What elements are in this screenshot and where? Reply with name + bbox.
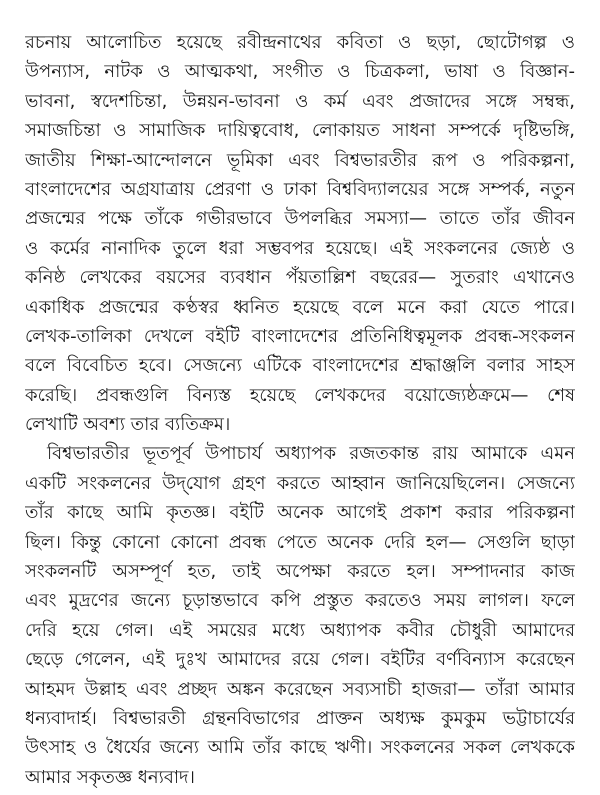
text-line: কনিষ্ঠ লেখকের বয়সের ব্যবধান পঁয়তাল্লিশ বছরের— সুতরাং এখানেও bbox=[25, 267, 575, 289]
document-page bbox=[25, 28, 575, 792]
text-line: সমাজচিন্তা ও সামাজিক দায়িত্ববোধ, লোকায়ত সাধনা সম্পর্কে দৃষ্টিভঙ্গি, bbox=[25, 120, 575, 142]
text-line: করেছি। প্রবন্ধগুলি বিন্যস্ত হয়েছে লেখকদের বয়োজ্যেষ্ঠক্রমে— শেষ bbox=[25, 384, 575, 406]
text-line: এবং মুদ্রণের জন্যে চূড়ান্তভাবে কপি প্রস্তুত করতেও সময় লাগল। ফলে bbox=[25, 590, 575, 612]
text-line: বিশ্বভারতীর ভূতপূর্ব উপাচার্য অধ্যাপক রজতকান্ত রায় আমাকে এমন bbox=[47, 443, 575, 465]
text-line: লেখক-তালিকা দেখলে বইটি বাংলাদেশের প্রতিনিধিত্বমূলক প্রবন্ধ-সংকলন bbox=[25, 325, 575, 347]
text-line: উৎসাহ ও ধৈর্যের জন্যে আমি তাঁর কাছে ঋণী। সংকলনের সকল লেখককে bbox=[25, 737, 575, 759]
text-line: বলে বিবেচিত হবে। সেজন্যে এটিকে বাংলাদেশের শ্রদ্ধাঞ্জলি বলার সাহস bbox=[25, 355, 575, 377]
text-line: ও কর্মের নানাদিক তুলে ধরা সম্ভবপর হয়েছে। এই সংকলনের জ্যেষ্ঠ ও bbox=[25, 237, 575, 259]
text-line: জাতীয় শিক্ষা-আন্দোলনে ভূমিকা এবং বিশ্বভারতীর রূপ ও পরিকল্পনা, bbox=[25, 149, 575, 171]
text-line: আমার সকৃতজ্ঞ ধন্যবাদ। bbox=[25, 766, 195, 788]
text-line: দেরি হয়ে গেল। এই সময়ের মধ্যে অধ্যাপক কবীর চৌধুরী আমাদের bbox=[25, 619, 575, 641]
text-line: প্রজন্মের পক্ষে তাঁকে গভীরভাবে উপলব্ধির সমস্যা— তাতে তাঁর জীবন bbox=[25, 208, 575, 230]
paragraph-2 bbox=[25, 439, 575, 792]
text-line: উপন্যাস, নাটক ও আত্মকথা, সংগীত ও চিত্রকলা, ভাষা ও বিজ্ঞান- bbox=[25, 61, 575, 83]
text-line: ভাবনা, স্বদেশচিন্তা, উন্নয়ন-ভাবনা ও কর্ম এবং প্রজাদের সঙ্গে সম্বন্ধ, bbox=[25, 90, 575, 112]
text-line: লেখাটি অবশ্য তার ব্যতিক্রম। bbox=[25, 414, 231, 436]
text-line: ছেড়ে গেলেন, এই দুঃখ আমাদের রয়ে গেল। বইটির বর্ণবিন্যাস করেছেন bbox=[25, 649, 575, 671]
text-line: রচনায় আলোচিত হয়েছে রবীন্দ্রনাথের কবিতা ও ছড়া, ছোটোগল্প ও bbox=[25, 32, 575, 53]
text-line: একাধিক প্রজন্মের কণ্ঠস্বর ধ্বনিত হয়েছে বলে মনে করা যেতে পারে। bbox=[25, 296, 575, 318]
text-line: সংকলনটি অসম্পূর্ণ হত, তাই অপেক্ষা করতে হল। সম্পাদনার কাজ bbox=[25, 561, 575, 583]
text-line: ধন্যবাদার্হ। বিশ্বভারতী গ্রন্থনবিভাগের প্রাক্তন অধ্যক্ষ কুমকুম ভট্টাচার্যের bbox=[25, 707, 575, 729]
text-line: একটি সংকলনের উদ্‌যোগ গ্রহণ করতে আহ্বান জানিয়েছিলেন। সেজন্যে bbox=[25, 472, 575, 494]
text-line: বাংলাদেশের অগ্রযাত্রায় প্রেরণা ও ঢাকা বিশ্ববিদ্যালয়ের সঙ্গে সম্পর্ক, নতুন bbox=[25, 178, 575, 200]
paragraph-1 bbox=[25, 28, 575, 439]
text-line: তাঁর কাছে আমি কৃতজ্ঞ। বইটি অনেক আগেই প্রকাশ করার পরিকল্পনা bbox=[25, 502, 575, 524]
text-line: আহমদ উল্লাহ এবং প্রচ্ছদ অঙ্কন করেছেন সব্যসাচী হাজরা— তাঁরা আমার bbox=[25, 678, 575, 700]
text-line: ছিল। কিন্তু কোনো কোনো প্রবন্ধ পেতে অনেক দেরি হল— সেগুলি ছাড়া bbox=[25, 531, 575, 553]
